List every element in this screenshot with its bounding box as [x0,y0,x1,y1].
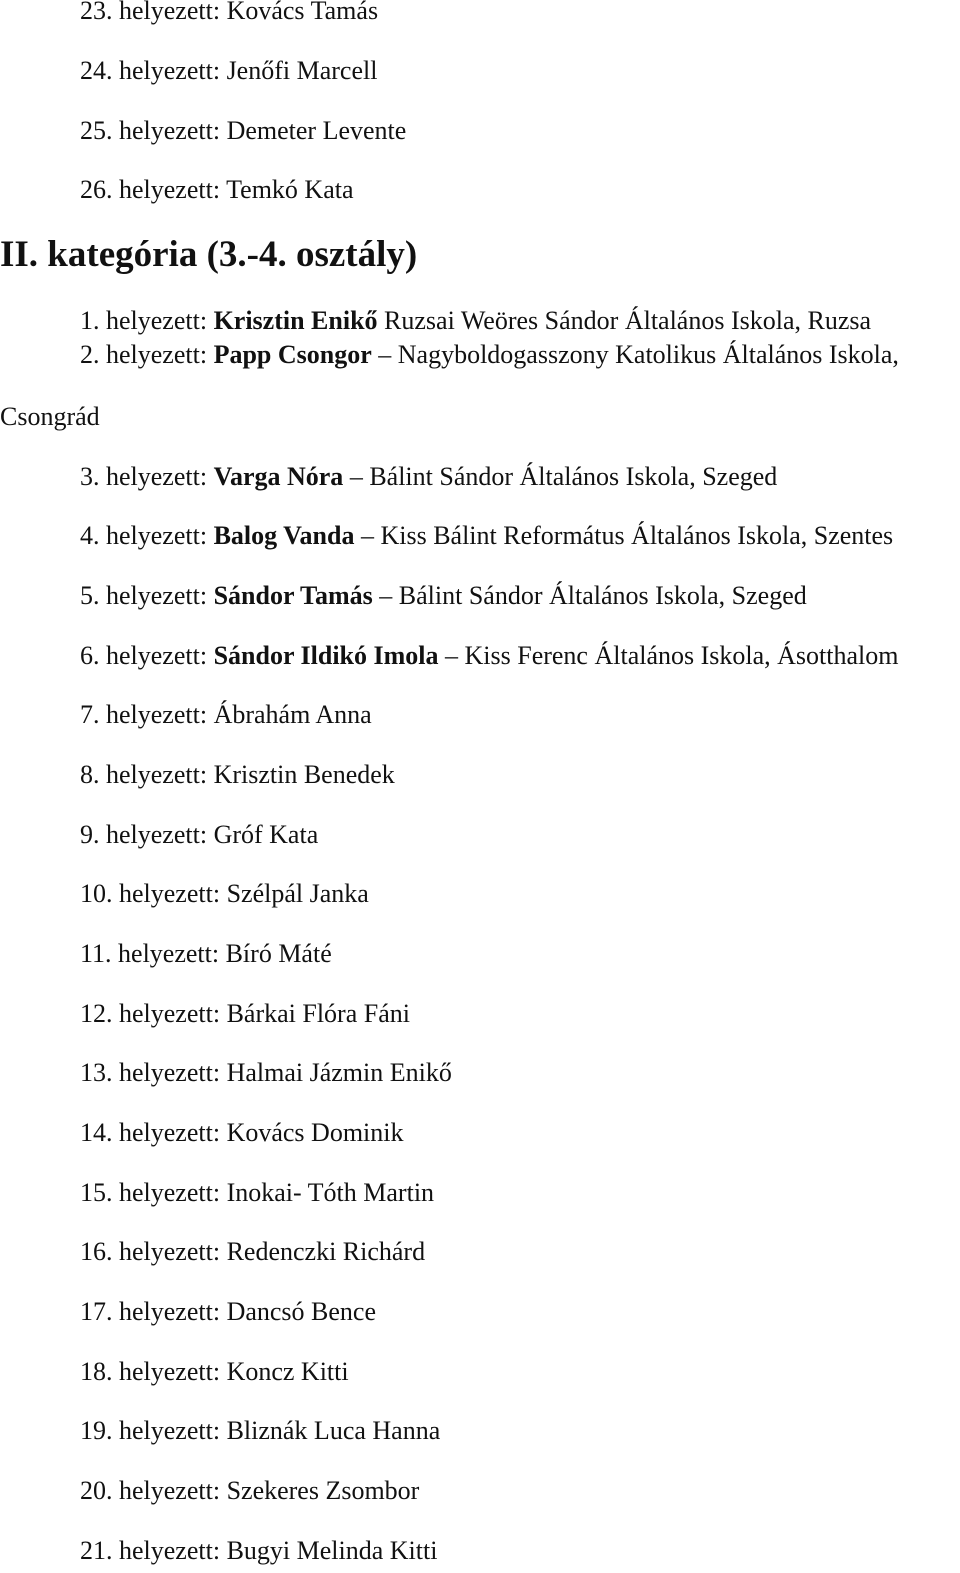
result-row [80,1416,440,1446]
result-row [80,116,406,146]
student-name: Dancsó Bence [226,1297,376,1326]
student-name: Ábrahám Anna [213,700,372,729]
student-name: Sándor Ildikó Imola [213,641,439,670]
result-row [80,1237,425,1267]
student-name: Kovács Tamás [226,0,379,25]
student-name: Balog Vanda [213,521,355,550]
result-row [80,820,318,850]
rank-label: 15. helyezett: [80,1178,221,1207]
rank-label: 12. helyezett: [80,999,221,1028]
rank-label: 19. helyezett: [80,1416,221,1445]
result-row [80,0,378,26]
school-name: Kiss Bálint Református Általános Iskola, Szentes [380,521,894,550]
student-name: Bárkai Flóra Fáni [226,999,410,1028]
dash-separator: – [379,581,393,610]
student-name: Kovács Dominik [226,1118,404,1147]
category-heading: II. kategória (3.-4. osztály) [0,234,418,275]
result-row [80,1058,452,1088]
winner-row [80,521,893,551]
school-name: Bálint Sándor Általános Iskola, Szeged [369,462,778,491]
student-name: Sándor Tamás [213,581,373,610]
student-name: Bíró Máté [225,939,332,968]
school-name: Nagyboldogasszony Katolikus Általános Iskola, [397,340,899,369]
rank-label: 20. helyezett: [80,1476,221,1505]
student-name: Inokai- Tóth Martin [226,1178,435,1207]
result-row [80,175,354,205]
result-row [80,1118,403,1148]
student-name: Krisztin Benedek [213,760,395,789]
student-name: Papp Csongor [213,340,372,369]
dash-separator: – [378,340,392,369]
rank-label: 8. helyezett: [80,760,208,789]
result-row [80,1476,419,1506]
result-row [80,939,332,969]
result-row [80,1536,437,1566]
school-name-continued: Csongrád [0,402,100,431]
winner-row [80,581,807,611]
result-row [80,1357,349,1387]
result-row [80,56,377,86]
result-row [80,999,410,1029]
winner-row [80,462,777,492]
rank-label: 16. helyezett: [80,1237,221,1266]
result-row [80,879,369,909]
winner-row [80,306,871,336]
winner-row [80,641,899,671]
rank-label: 21. helyezett: [80,1536,221,1565]
student-name: Gróf Kata [213,820,319,849]
rank-label: 3. helyezett: [80,462,208,491]
result-row [80,1297,376,1327]
rank-label: 17. helyezett: [80,1297,221,1326]
rank-label: 18. helyezett: [80,1357,221,1386]
rank-label: 4. helyezett: [80,521,208,550]
rank-label: 9. helyezett: [80,820,208,849]
dash-separator: – [360,521,374,550]
student-name: Temkó Kata [226,175,354,204]
student-name: Krisztin Enikő [213,306,378,335]
student-name: Redenczki Richárd [226,1237,426,1266]
winner-row [80,340,899,370]
student-name: Szekeres Zsombor [226,1476,420,1505]
student-name: Varga Nóra [213,462,344,491]
student-name: Koncz Kitti [226,1357,349,1386]
dash-separator: – [349,462,363,491]
rank-label: 7. helyezett: [80,700,208,729]
rank-label: 23. helyezett: [80,0,221,25]
school-name: Ruzsai Weöres Sándor Általános Iskola, Ruzsa [384,306,872,335]
rank-label: 11. helyezett: [80,939,220,968]
rank-label: 10. helyezett: [80,879,221,908]
rank-label: 13. helyezett: [80,1058,221,1087]
dash-separator: – [445,641,458,670]
rank-label: 1. helyezett: [80,306,208,335]
student-name: Szélpál Janka [226,879,369,908]
student-name: Bliznák Luca Hanna [226,1416,441,1445]
school-name: Bálint Sándor Általános Iskola, Szeged [398,581,807,610]
result-row [80,1178,434,1208]
rank-label: 14. helyezett: [80,1118,221,1147]
student-name: Demeter Levente [226,116,407,145]
student-name: Halmai Jázmin Enikő [226,1058,452,1087]
school-name: Kiss Ferenc Általános Iskola, Ásotthalom [464,641,899,670]
result-row [80,760,395,790]
rank-label: 26. helyezett: [80,175,221,204]
rank-label: 6. helyezett: [80,641,208,670]
rank-label: 24. helyezett: [80,56,221,85]
rank-label: 5. helyezett: [80,581,208,610]
result-row [80,700,372,730]
rank-label: 2. helyezett: [80,340,208,369]
rank-label: 25. helyezett: [80,116,221,145]
student-name: Jenőfi Marcell [226,56,378,85]
student-name: Bugyi Melinda Kitti [226,1536,438,1565]
